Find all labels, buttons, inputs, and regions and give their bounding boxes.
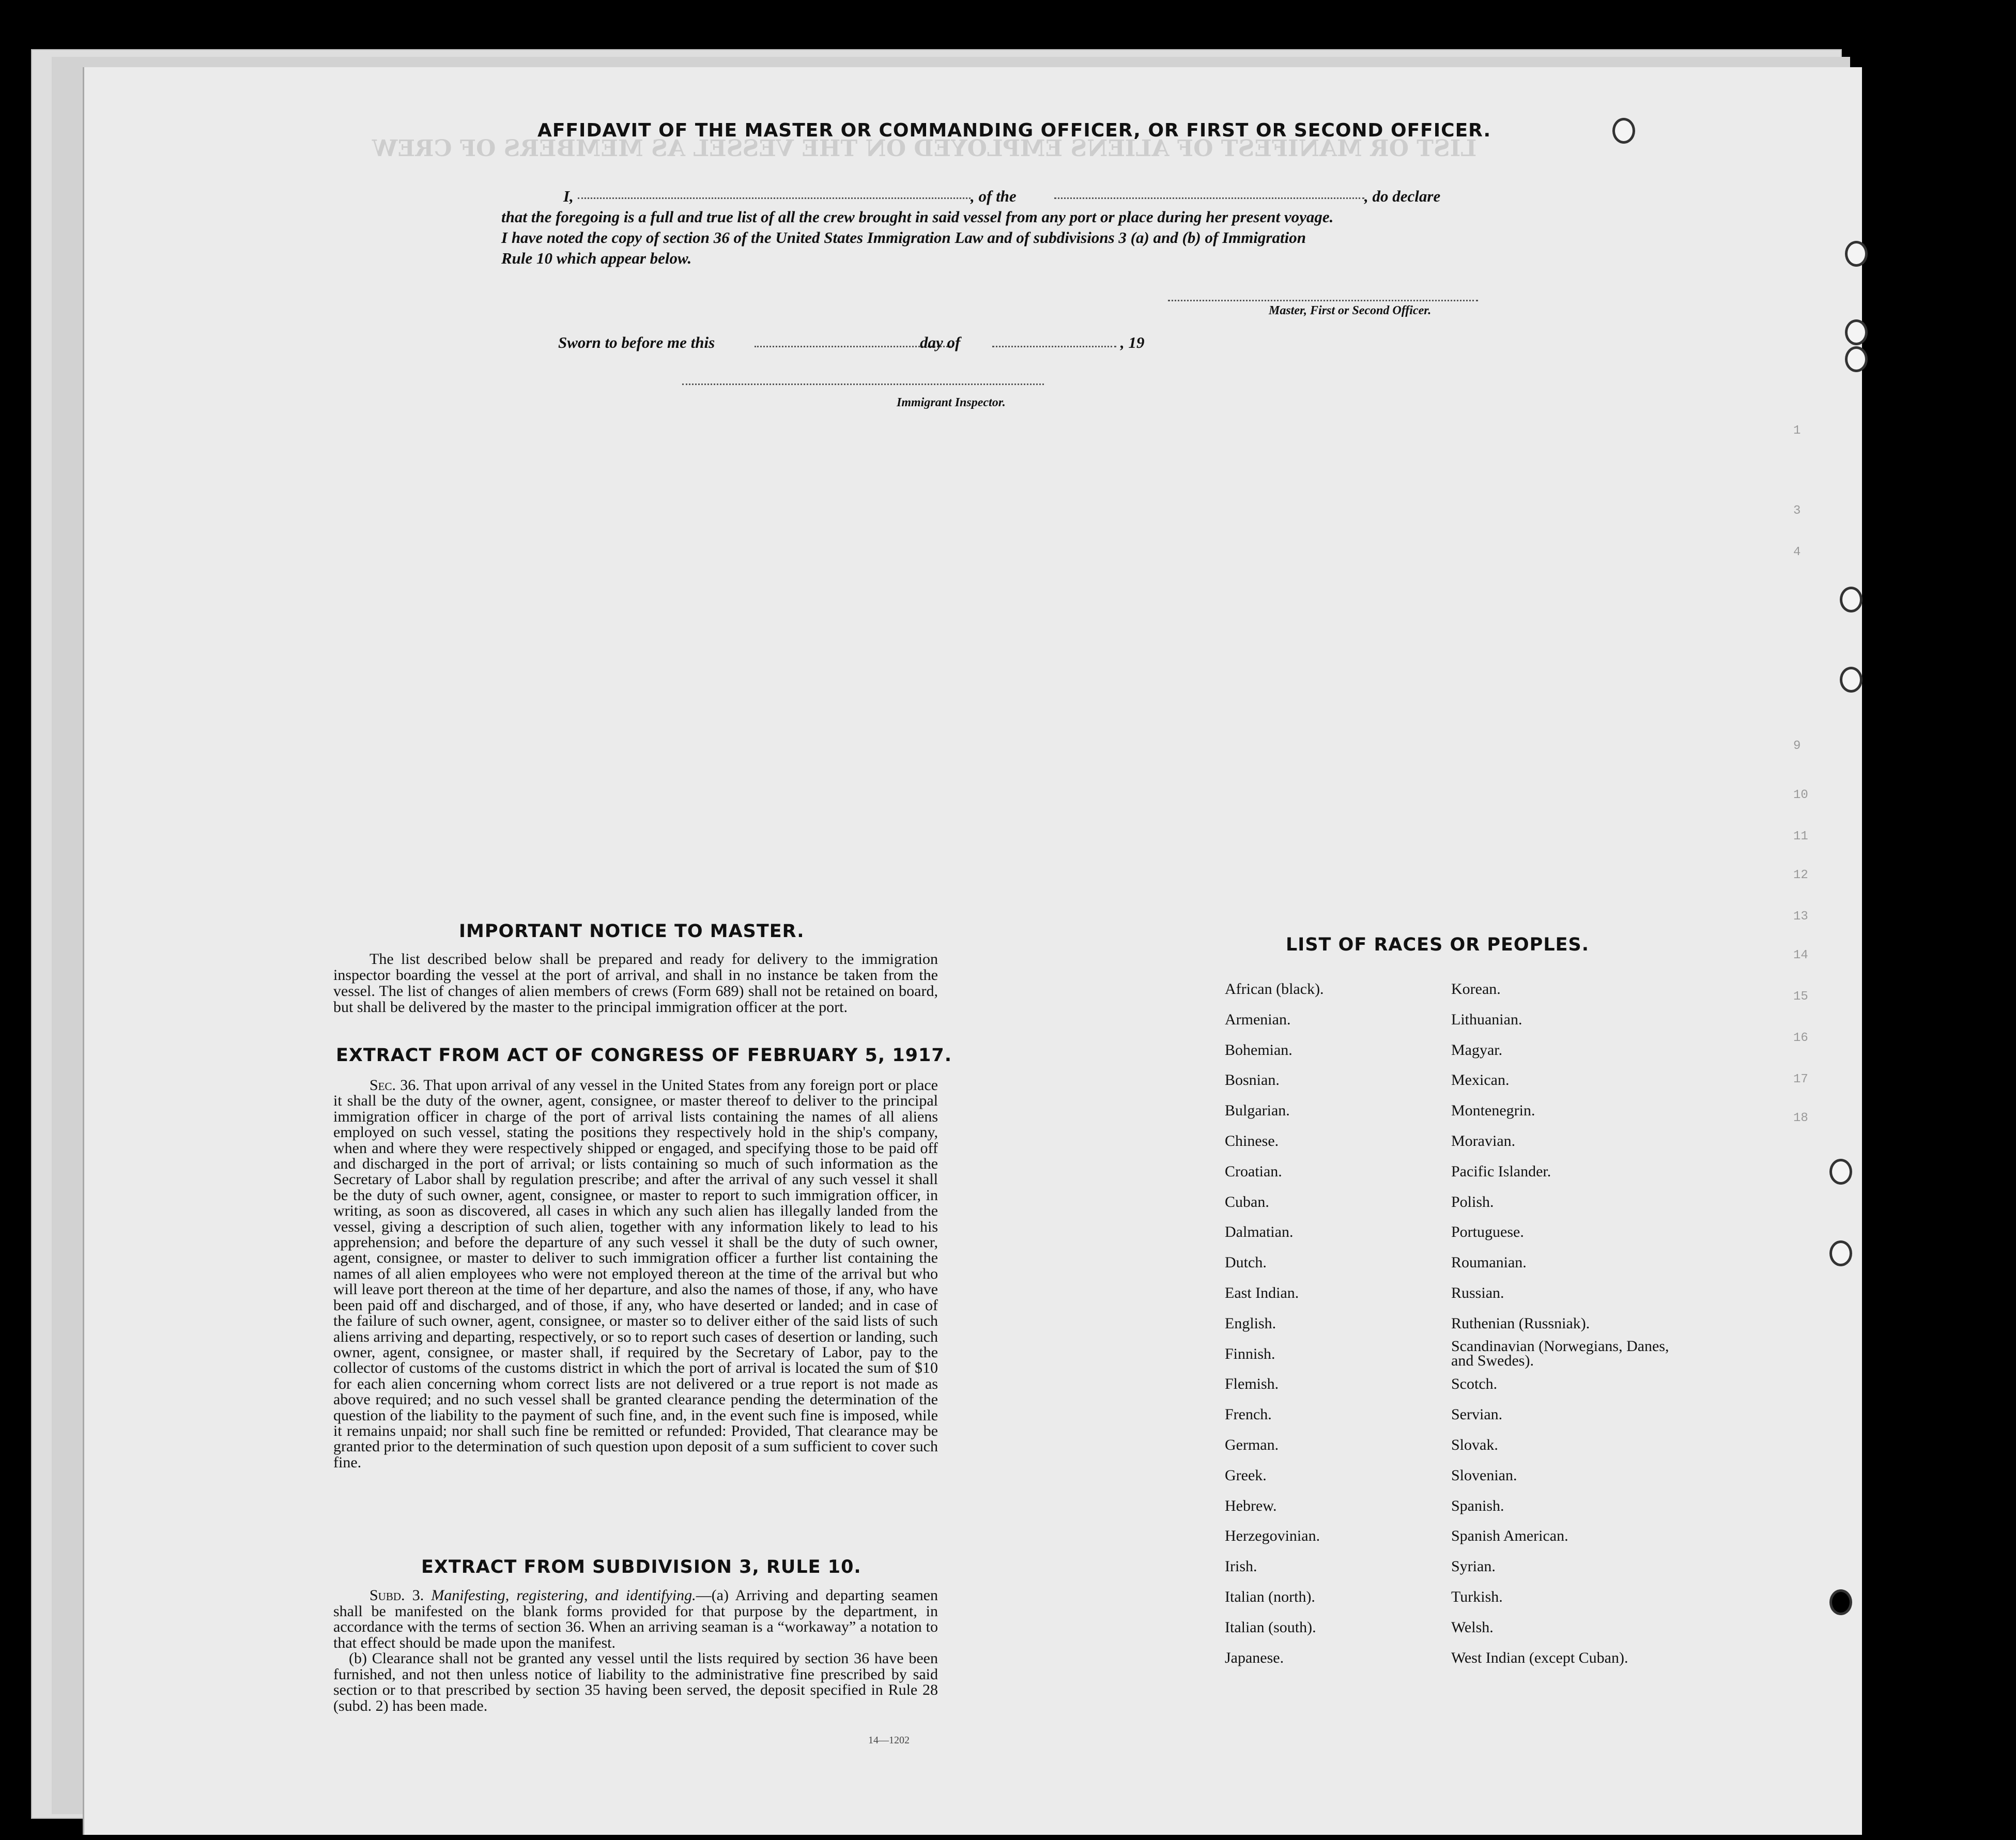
margin-row-number: 1 <box>1793 424 1801 438</box>
affidavit-line-1 <box>501 186 1499 207</box>
i-label: I, <box>563 187 574 205</box>
left-race-item: Bohemian. <box>1225 1041 1292 1059</box>
margin-row-number: 16 <box>1793 1031 1808 1045</box>
right-race-item: Pacific Islander. <box>1451 1162 1551 1180</box>
name-field[interactable] <box>578 197 971 199</box>
rule-text <box>333 1588 938 1714</box>
right-race-item: Russian. <box>1451 1284 1504 1301</box>
left-race-item: German. <box>1225 1436 1279 1453</box>
left-race-item: Finnish. <box>1225 1345 1275 1362</box>
day-of-label: day of <box>920 333 961 351</box>
right-race-item: Mexican. <box>1451 1071 1510 1089</box>
right-race-item: Scotch. <box>1451 1375 1498 1393</box>
right-race-item: Slovenian. <box>1451 1466 1517 1484</box>
declare-label: , do declare <box>1364 187 1441 205</box>
bleed-through-title: LIST OR MANIFEST OF ALIENS EMPLOYED ON THE VESSEL AS MEMBERS OF CREW <box>372 135 1477 162</box>
left-race-item: Armenian. <box>1225 1010 1291 1028</box>
left-race-item: Cuban. <box>1225 1193 1269 1210</box>
left-race-item: Irish. <box>1225 1558 1257 1575</box>
left-race-item: African (black). <box>1225 980 1324 998</box>
of-the-label: , of the <box>971 187 1017 205</box>
margin-row-number: 3 <box>1793 504 1801 518</box>
left-race-item: Chinese. <box>1225 1132 1279 1149</box>
margin-row-number: 15 <box>1793 990 1808 1004</box>
section-label: Sec. 36. <box>370 1077 420 1094</box>
notice-paragraph: The list described below shall be prepared and ready for delivery to the immigration inspector boarding the vessel at the port of arrival, and shall in no instance be taken from the vessel. The list of changes of alien members of crews (Form 689) shall not be retained on board, but shall be delivered by the master to the principal immigration officer at the port. <box>333 950 938 1016</box>
left-race-item: Croatian. <box>1225 1162 1282 1180</box>
right-race-item: West Indian (except Cuban). <box>1451 1649 1628 1666</box>
act-title: EXTRACT FROM ACT OF CONGRESS OF FEBRUARY 5, 1917. <box>336 1045 952 1066</box>
margin-row-number: 11 <box>1793 830 1808 844</box>
margin-row-number: 4 <box>1793 545 1801 559</box>
act-paragraph: That upon arrival of any vessel in the United States from any foreign port or place it shall be the duty of the owner, agent, consignee, or master thereof to deliver to the principal immigration officer in charge of the port of arrival lists containing the names of all aliens employed on such vessel, stating the positions they respectively hold in the ship's company, when and where they were respectively shipped or engaged, and specifying those to be paid off and discharged in the port of arrival; or lists containing so much of such information as the Secretary of Labor shall by regulation prescribe; and after the arrival of any such vessel it shall be the duty of such owner, agent, consignee, or master to report to such immigration officer, in writing, as soon as discovered, all cases in which any such alien has illegally landed from the vessel, giving a description of such alien, together with any information likely to lead to his apprehension; and before the departure of any such vessel it shall be the duty of such owner, agent, consignee, or master to deliver to such immigration officer a further list containing the names of all alien employees who were not employed thereon at the time of the arrival but who will leave port thereon at the time of her departure, and also the names of those, if any, who have been paid off and discharged, and of those, if any, who have deserted or landed; and in case of the failure of such owner, agent, consignee, or master so to deliver either of the said lists of such aliens arriving and departing, respectively, or so to report such cases of desertion or landing, such owner, agent, consignee, or master shall, if required by the Secretary of Labor, pay to the collector of customs of the customs district in which the port of arrival is located the sum of $10 for each alien concerning whom correct lists are not delivered or a true report is not made as above required; and no such vessel shall be granted clearance pending the determination of the question of the liability to the payment of such fine, and, in the event such fine is imposed, while it remains unpaid; nor shall such fine be remitted or refunded: Provided, That clearance may be granted prior to the determination of such question upon deposit of a sum sufficient to cover such fine. <box>333 1077 938 1471</box>
left-race-item: Herzegovinian. <box>1225 1527 1320 1545</box>
right-race-item: Montenegrin. <box>1451 1102 1535 1120</box>
punch-hole <box>1829 1159 1852 1185</box>
subd-label: Subd. 3. <box>370 1587 424 1604</box>
right-race-item: Magyar. <box>1451 1041 1503 1059</box>
right-race-item: Portuguese. <box>1451 1223 1524 1241</box>
right-race-item: Polish. <box>1451 1193 1494 1210</box>
rule-paragraph-b: (b) Clearance shall not be granted any vessel until the lists required by section 36 have been furnished, and not then unless notice of liability to the administrative fine prescribed by said section or to that prescribed by section 35 having been served, the deposit specified in Rule 28 (subd. 2) has been made. <box>333 1650 938 1714</box>
left-race-item: Bosnian. <box>1225 1071 1280 1089</box>
right-race-item: Ruthenian (Russniak). <box>1451 1314 1590 1332</box>
notice-title: IMPORTANT NOTICE TO MASTER. <box>459 921 805 942</box>
left-race-item: Flemish. <box>1225 1375 1279 1393</box>
affidavit-line-2: that the foregoing is a full and true list of all the crew brought in said vessel from any port or place during her present voyage. <box>501 208 1334 226</box>
left-race-item: French. <box>1225 1406 1272 1423</box>
subd-heading: Manifesting, registering, and identifying. <box>431 1587 696 1604</box>
punch-hole <box>1840 667 1863 693</box>
punch-hole <box>1829 1589 1852 1615</box>
left-race-item: Italian (south). <box>1225 1618 1316 1636</box>
margin-row-number: 13 <box>1793 910 1808 924</box>
sworn-label: Sworn to before me this <box>558 333 715 351</box>
punch-hole <box>1845 241 1868 267</box>
rule-paragraph-a: —(a) Arriving and departing seamen shall be manifested on the blank forms provided for that purpose by the department, in accordance with the terms of section 36. When an arriving seaman is a “workaway” a notation to that effect should be made upon the manifest. <box>333 1587 938 1651</box>
punch-hole <box>1829 1240 1852 1266</box>
punch-hole <box>1845 346 1868 372</box>
act-text <box>333 1078 938 1470</box>
right-race-item: Scandinavian (Norwegians, Danes, and Swedes). <box>1451 1337 1669 1369</box>
right-race-item: Turkish. <box>1451 1588 1503 1605</box>
left-race-item: English. <box>1225 1314 1276 1332</box>
margin-row-number: 9 <box>1793 739 1801 753</box>
right-race-item: Spanish. <box>1451 1497 1504 1514</box>
sworn-line <box>558 333 1178 354</box>
right-race-item: Spanish American. <box>1451 1527 1568 1545</box>
margin-row-number: 17 <box>1793 1072 1808 1086</box>
punch-hole <box>1845 319 1868 345</box>
right-race-item: Slovak. <box>1451 1436 1498 1453</box>
left-race-item: Italian (north). <box>1225 1588 1315 1605</box>
punch-hole <box>1612 118 1635 144</box>
right-race-item: Welsh. <box>1451 1618 1494 1636</box>
left-race-item: Hebrew. <box>1225 1497 1277 1514</box>
right-race-item: Korean. <box>1451 980 1501 998</box>
vessel-field[interactable] <box>1054 197 1364 199</box>
affidavit-line-4: Rule 10 which appear below. <box>501 249 692 267</box>
left-race-item: Dalmatian. <box>1225 1223 1294 1241</box>
margin-row-number: 18 <box>1793 1111 1808 1125</box>
left-race-item: Bulgarian. <box>1225 1102 1290 1120</box>
left-race-item: Greek. <box>1225 1466 1267 1484</box>
races-title: LIST OF RACES OR PEOPLES. <box>1286 934 1590 955</box>
margin-row-number: 10 <box>1793 788 1808 802</box>
affidavit-block <box>501 186 1499 269</box>
master-signature-label: Master, First or Second Officer. <box>1269 304 1432 317</box>
left-race-item: East Indian. <box>1225 1284 1299 1301</box>
right-race-item: Moravian. <box>1451 1132 1516 1149</box>
year-label: , 19 <box>1120 333 1145 351</box>
month-field[interactable] <box>992 346 1116 347</box>
races-left-column <box>1225 974 1324 1673</box>
left-race-item: Dutch. <box>1225 1254 1267 1271</box>
form-number: 14—1202 <box>868 1735 910 1746</box>
rule-title: EXTRACT FROM SUBDIVISION 3, RULE 10. <box>421 1557 861 1577</box>
right-race-item: Servian. <box>1451 1406 1503 1423</box>
notice-text <box>333 951 938 1015</box>
inspector-signature-line[interactable] <box>682 384 1044 385</box>
right-race-item: Roumanian. <box>1451 1254 1527 1271</box>
races-right-column <box>1451 974 1673 1673</box>
margin-row-number: 14 <box>1793 948 1808 962</box>
margin-row-number: 12 <box>1793 868 1808 882</box>
right-race-item: Lithuanian. <box>1451 1010 1522 1028</box>
inspector-label: Immigrant Inspector. <box>897 396 1006 409</box>
left-race-item: Japanese. <box>1225 1649 1284 1666</box>
punch-hole <box>1840 587 1863 612</box>
affidavit-title: AFFIDAVIT OF THE MASTER OR COMMANDING OFFICER, OR FIRST OR SECOND OFFICER. <box>537 120 1491 141</box>
affidavit-line-3: I have noted the copy of section 36 of the United States Immigration Law and of subdivisions 3 (a) and (b) of Immigration <box>501 228 1306 247</box>
master-signature-line[interactable] <box>1168 300 1478 301</box>
right-race-item: Syrian. <box>1451 1558 1496 1575</box>
